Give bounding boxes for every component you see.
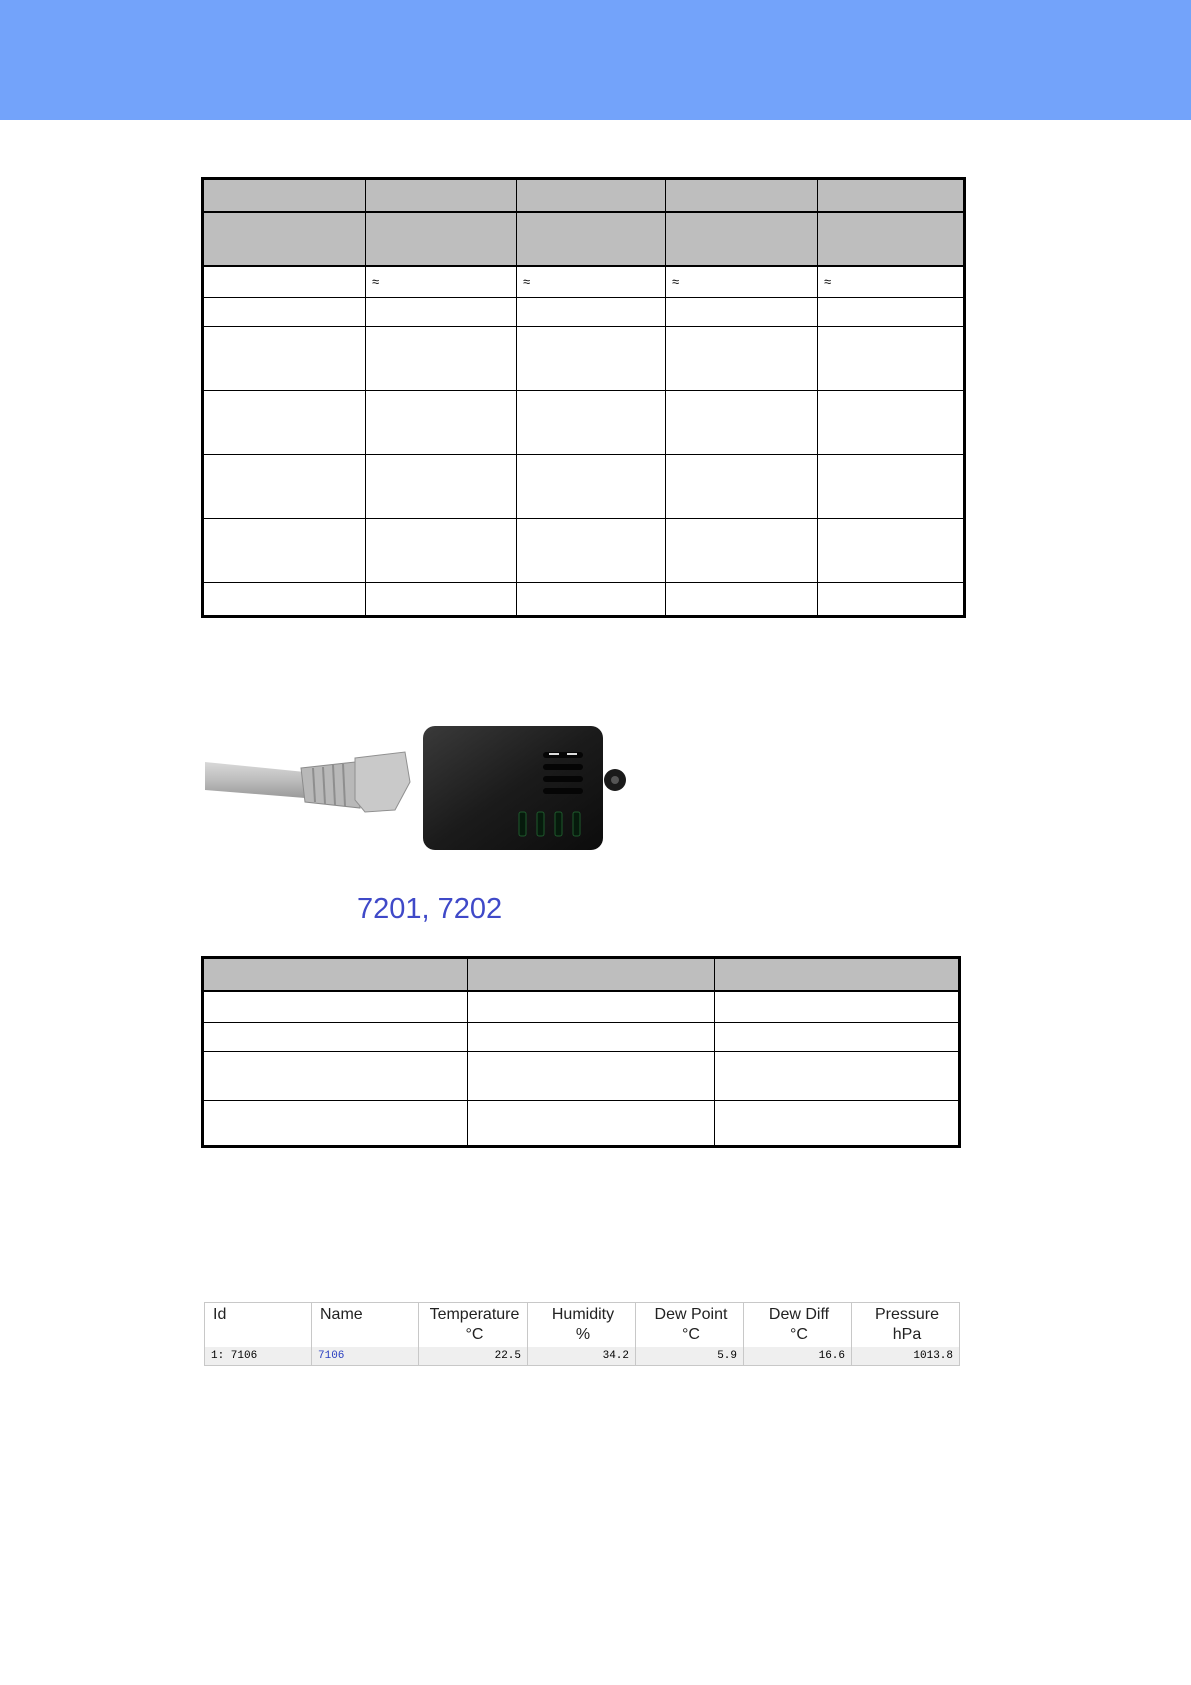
spec-cell	[517, 298, 666, 327]
port-cell	[203, 1052, 468, 1101]
column-header-dew-diff: Dew Diff °C	[744, 1303, 852, 1347]
spec-cell	[818, 212, 965, 266]
port-cell	[468, 958, 715, 991]
spec-cell	[517, 391, 666, 455]
port-header-row	[203, 958, 960, 991]
spec-cell	[517, 327, 666, 391]
spec-cell	[818, 298, 965, 327]
port-cell	[715, 1052, 960, 1101]
spec-cell	[203, 298, 366, 327]
spec-cell	[666, 298, 818, 327]
port-row	[203, 1023, 960, 1052]
spec-cell	[203, 455, 366, 519]
spec-cell	[366, 298, 517, 327]
spec-cell	[818, 519, 965, 583]
port-table	[201, 956, 961, 1148]
column-header-humidity: Humidity %	[528, 1303, 636, 1347]
port-cell	[715, 1023, 960, 1052]
spec-cell	[818, 327, 965, 391]
approx-symbol: ≈	[818, 266, 965, 298]
sensor-name-link[interactable]: 7106	[312, 1347, 419, 1365]
port-cell	[715, 958, 960, 991]
spec-cell	[818, 583, 965, 617]
spec-cell	[517, 519, 666, 583]
spec-cell	[366, 583, 517, 617]
temperature-value: 22.5	[419, 1347, 528, 1365]
port-row	[203, 1101, 960, 1147]
column-header-pressure: Pressure hPa	[874, 1306, 940, 1343]
port-cell	[203, 958, 468, 991]
spec-cell	[366, 179, 517, 212]
dew-diff-value: 16.6	[744, 1347, 852, 1365]
table-row	[205, 1347, 959, 1365]
port-cell	[715, 1101, 960, 1147]
spec-row	[203, 391, 965, 455]
spec-cell	[666, 179, 818, 212]
spec-row	[203, 583, 965, 617]
rj45-plug	[355, 752, 410, 812]
approx-symbol: ≈	[366, 266, 517, 298]
spec-cell	[666, 212, 818, 266]
port-cell	[468, 1052, 715, 1101]
spec-cell	[517, 583, 666, 617]
spec-cell	[666, 391, 818, 455]
spec-cell	[666, 583, 818, 617]
spec-cell	[203, 179, 366, 212]
spec-cell	[203, 327, 366, 391]
spec-row	[203, 519, 965, 583]
column-header-id: Id	[205, 1303, 312, 1347]
spec-cell	[666, 327, 818, 391]
pressure-value: 1013.8	[852, 1347, 959, 1365]
spec-cell	[203, 583, 366, 617]
spec-cell	[203, 391, 366, 455]
spec-row	[203, 455, 965, 519]
port-cell	[203, 991, 468, 1023]
spec-row	[203, 327, 965, 391]
spec-cell	[366, 455, 517, 519]
spec-cell	[818, 391, 965, 455]
spec-cell	[366, 519, 517, 583]
port-cell	[468, 1023, 715, 1052]
spec-cell	[666, 519, 818, 583]
port-row	[203, 991, 960, 1023]
approx-symbol: ≈	[517, 266, 666, 298]
column-header-temperature: Temperature °C	[419, 1303, 528, 1347]
column-header-dew-point: Dew Point °C	[636, 1303, 744, 1347]
column-header-name: Name	[312, 1303, 419, 1347]
product-caption: 7201, 7202	[357, 893, 503, 925]
cable	[205, 762, 305, 798]
spec-cell	[203, 519, 366, 583]
readings-header-row	[205, 1303, 959, 1347]
spec-cell	[818, 179, 965, 212]
port-cell	[203, 1101, 468, 1147]
approx-symbol: ≈	[666, 266, 818, 298]
spec-cell	[203, 212, 366, 266]
port-cell	[203, 1023, 468, 1052]
humidity-value: 34.2	[528, 1347, 636, 1365]
spec-cell	[517, 212, 666, 266]
header-band	[0, 0, 1191, 120]
port-cell	[468, 991, 715, 1023]
spec-cell	[366, 212, 517, 266]
spec-cell	[666, 455, 818, 519]
strain-relief	[301, 762, 360, 808]
spec-header-row	[203, 179, 965, 212]
spec-row	[203, 298, 965, 327]
spec-cell	[517, 455, 666, 519]
spec-cell	[517, 179, 666, 212]
spec-table	[201, 177, 966, 618]
spec-subheader-row	[203, 212, 965, 266]
port-row	[203, 1052, 960, 1101]
port-cell	[468, 1101, 715, 1147]
spec-cell	[203, 266, 366, 298]
port-cell	[715, 991, 960, 1023]
dew-point-value: 5.9	[636, 1347, 744, 1365]
sensor-photo	[205, 700, 660, 880]
sensor-readings-table	[204, 1302, 960, 1366]
spec-cell	[818, 455, 965, 519]
spec-cell	[366, 391, 517, 455]
spec-row	[203, 266, 965, 298]
spec-cell	[366, 327, 517, 391]
sensor-id: 1: 7106	[205, 1347, 312, 1365]
